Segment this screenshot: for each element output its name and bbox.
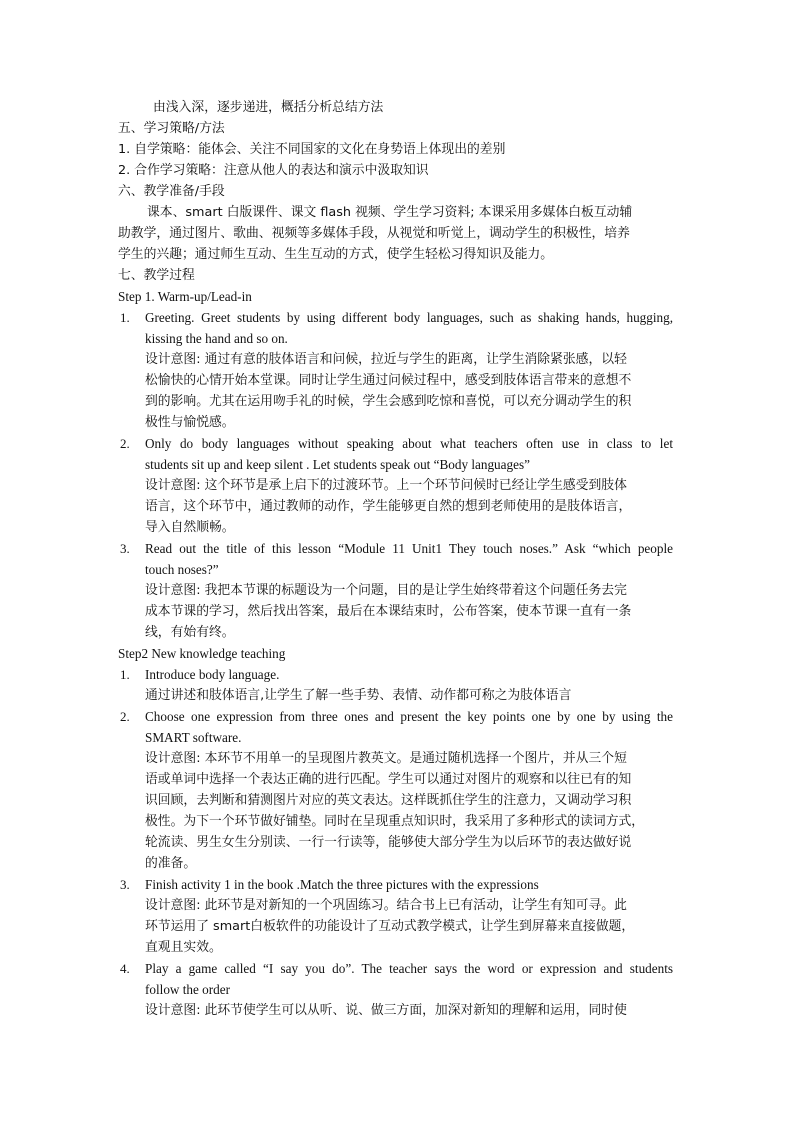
step-heading: Step2 New knowledge teaching bbox=[118, 646, 286, 661]
list-item-text: touch noses?” bbox=[145, 562, 219, 577]
design-intent-text: 直观且实效。 bbox=[145, 940, 222, 955]
section-heading: 五、学习策略/方法 bbox=[118, 121, 225, 136]
list-number: 2. bbox=[120, 436, 130, 451]
text-line: 助教学，通过图片、歌曲、视频等多媒体手段，从视觉和听觉上，调动学生的积极性，培养 bbox=[118, 226, 630, 241]
list-number: 3. bbox=[120, 877, 130, 892]
list-item-text: follow the order bbox=[145, 982, 230, 997]
list-item-text: students sit up and keep silent . Let students speak out “Body languages” bbox=[145, 457, 530, 472]
list-item-text: Finish activity 1 in the book .Match the three pictures with the expressions bbox=[145, 877, 539, 892]
design-intent-text: 导入自然顺畅。 bbox=[145, 520, 235, 535]
list-item-text: Choose one expression from three ones and present the key points one by one by using the bbox=[145, 709, 673, 724]
list-number: 4. bbox=[120, 961, 130, 976]
section-heading: 六、教学准备/手段 bbox=[118, 184, 225, 199]
list-item-text: Only do body languages without speaking about what teachers often use in class to let bbox=[145, 436, 673, 451]
list-item-text: kissing the hand and so on. bbox=[145, 331, 288, 346]
design-intent-text: 设计意图: 我把本节课的标题设为一个问题，目的是让学生始终带着这个问题任务去完 bbox=[145, 583, 627, 598]
list-item-text: Play a game called “I say you do”. The teacher says the word or expression and students bbox=[145, 961, 673, 976]
design-intent-text: 的准备。 bbox=[145, 856, 197, 871]
text-line: 1. 自学策略：能体会、关注不同国家的文化在身势语上体现出的差别 bbox=[118, 142, 506, 157]
design-intent-text: 设计意图: 此环节是对新知的一个巩固练习。结合书上已有活动，让学生有知可寻。此 bbox=[145, 898, 627, 913]
text-line: 2. 合作学习策略：注意从他人的表达和演示中汲取知识 bbox=[118, 163, 429, 178]
list-item-text: Introduce body language. bbox=[145, 667, 280, 682]
design-intent-text: 松愉快的心情开始本堂课。同时让学生通过问候过程中，感受到肢体语言带来的意想不 bbox=[145, 373, 632, 388]
list-item-text: SMART software. bbox=[145, 730, 242, 745]
design-intent-text: 环节运用了 smart白板软件的功能设计了互动式教学模式，让学生到屏幕来直接做题， bbox=[145, 919, 635, 934]
design-intent-text: 设计意图: 此环节使学生可以从听、说、做三方面，加深对新知的理解和运用，同时使 bbox=[145, 1003, 627, 1018]
design-intent-text: 识回顾，去判断和猜测图片对应的英文表达。这样既抓住学生的注意力，又调动学习积 bbox=[145, 793, 632, 808]
list-item-text: Read out the title of this lesson “Module 11 Unit1 They touch noses.” Ask “which people bbox=[145, 541, 673, 556]
design-intent-text: 设计意图: 本环节不用单一的呈现图片教英文。是通过随机选择一个图片，并从三个短 bbox=[145, 751, 627, 766]
design-intent-text: 成本节课的学习，然后找出答案，最后在本课结束时，公布答案，使本节课一直有一条 bbox=[145, 604, 632, 619]
design-intent-text: 到的影响。尤其在运用吻手礼的时候，学生会感到吃惊和喜悦，可以充分调动学生的积 bbox=[145, 394, 632, 409]
list-number: 3. bbox=[120, 541, 130, 556]
list-number: 1. bbox=[120, 667, 130, 682]
design-intent-text: 极性与愉悦感。 bbox=[145, 415, 235, 430]
list-number: 1. bbox=[120, 310, 130, 325]
text-line: 学生的兴趣；通过师生互动、生生互动的方式，使学生轻松习得知识及能力。 bbox=[118, 247, 554, 262]
design-intent-text: 语或单词中选择一个表达正确的进行匹配。学生可以通过对图片的观察和以往已有的知 bbox=[145, 772, 632, 787]
design-intent-text: 轮流读、男生女生分别读、一行一行读等，能够使大部分学生为以后环节的表达做好说 bbox=[145, 835, 632, 850]
section-heading: 七、教学过程 bbox=[118, 268, 195, 283]
design-intent-text: 设计意图: 这个环节是承上启下的过渡环节。上一个环节问候时已经让学生感受到肢体 bbox=[145, 478, 627, 493]
text-line: 课本、smart 白版课件、课文 flash 视频、学生学习资料; 本课采用多媒体白板互动辅 bbox=[147, 205, 633, 220]
list-item-text: 通过讲述和肢体语言,让学生了解一些手势、表情、动作都可称之为肢体语言 bbox=[145, 688, 572, 703]
design-intent-text: 线，有始有终。 bbox=[145, 625, 235, 640]
text-line: 由浅入深，逐步递进，概括分析总结方法 bbox=[153, 100, 384, 115]
design-intent-text: 设计意图: 通过有意的肢体语言和问候，拉近与学生的距离，让学生消除紧张感，以轻 bbox=[145, 352, 627, 367]
step-heading: Step 1. Warm-up/Lead-in bbox=[118, 289, 252, 304]
list-number: 2. bbox=[120, 709, 130, 724]
list-item-text: Greeting. Greet students by using different body languages, such as shaking hands, hugging, bbox=[145, 310, 673, 325]
design-intent-text: 语言，这个环节中，通过教师的动作，学生能够更自然的想到老师使用的是肢体语言， bbox=[145, 499, 632, 514]
design-intent-text: 极性。为下一个环节做好铺垫。同时在呈现重点知识时，我采用了多种形式的读词方式， bbox=[145, 814, 645, 829]
